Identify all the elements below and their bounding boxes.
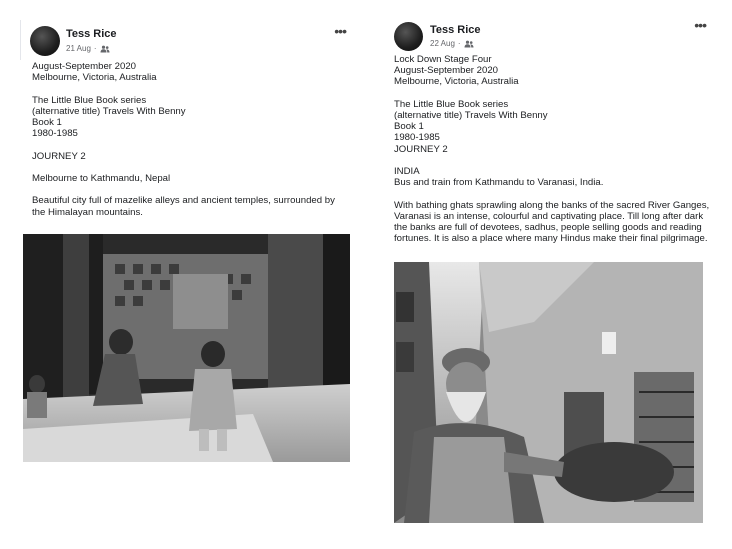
post-header	[388, 16, 720, 58]
meta-separator: ·	[93, 44, 97, 53]
friends-icon[interactable]	[464, 40, 474, 48]
children-temple-photo-icon	[23, 234, 350, 462]
post-card	[388, 16, 720, 526]
meta-separator: ·	[457, 39, 461, 48]
post-meta	[430, 39, 474, 48]
post-text: August-September 2020 Melbourne, Victoria, Australia The Little Blue Book series (alternative title) Travels With Benny Book 1 1980-1985 JOURNEY 2 Melbourne to Kathmandu, Nepal Beautiful city full of mazelike alleys and ancient temples, surrounded by the Himalayan mountains.	[32, 61, 335, 218]
friends-icon[interactable]	[100, 45, 110, 53]
post-date[interactable]: 21 Aug	[66, 44, 91, 53]
author-name[interactable]: Tess Rice	[430, 24, 481, 36]
avatar[interactable]	[30, 26, 60, 56]
author-name[interactable]: Tess Rice	[66, 28, 117, 40]
avatar[interactable]	[394, 22, 423, 51]
more-options-icon[interactable]: •••	[694, 17, 706, 33]
post-card	[20, 20, 350, 465]
post-text: Lock Down Stage Four August-September 2020 Melbourne, Victoria, Australia The Little Blue Book series (alternative title) Travels With Benny Book 1 1980-1985 JOURNEY 2 INDIA Bus and train from Kathmandu to Varanasi, India. With bathing ghats sprawling along the banks of the sacred River Ganges, Varanasi is an intense, colourful and captivating place. Till long after dark the banks are full of devotees, sadhus, people selling goods and reading fortunes. It is also a place where many Hindus make their final pilgrimage.	[394, 54, 710, 245]
post-photo[interactable]	[23, 234, 350, 462]
more-options-icon[interactable]: •••	[334, 23, 346, 39]
post-photo[interactable]	[394, 262, 703, 523]
post-date[interactable]: 22 Aug	[430, 39, 455, 48]
post-meta	[66, 44, 110, 53]
sadhu-street-photo-icon	[394, 262, 703, 523]
post-header	[20, 20, 350, 62]
